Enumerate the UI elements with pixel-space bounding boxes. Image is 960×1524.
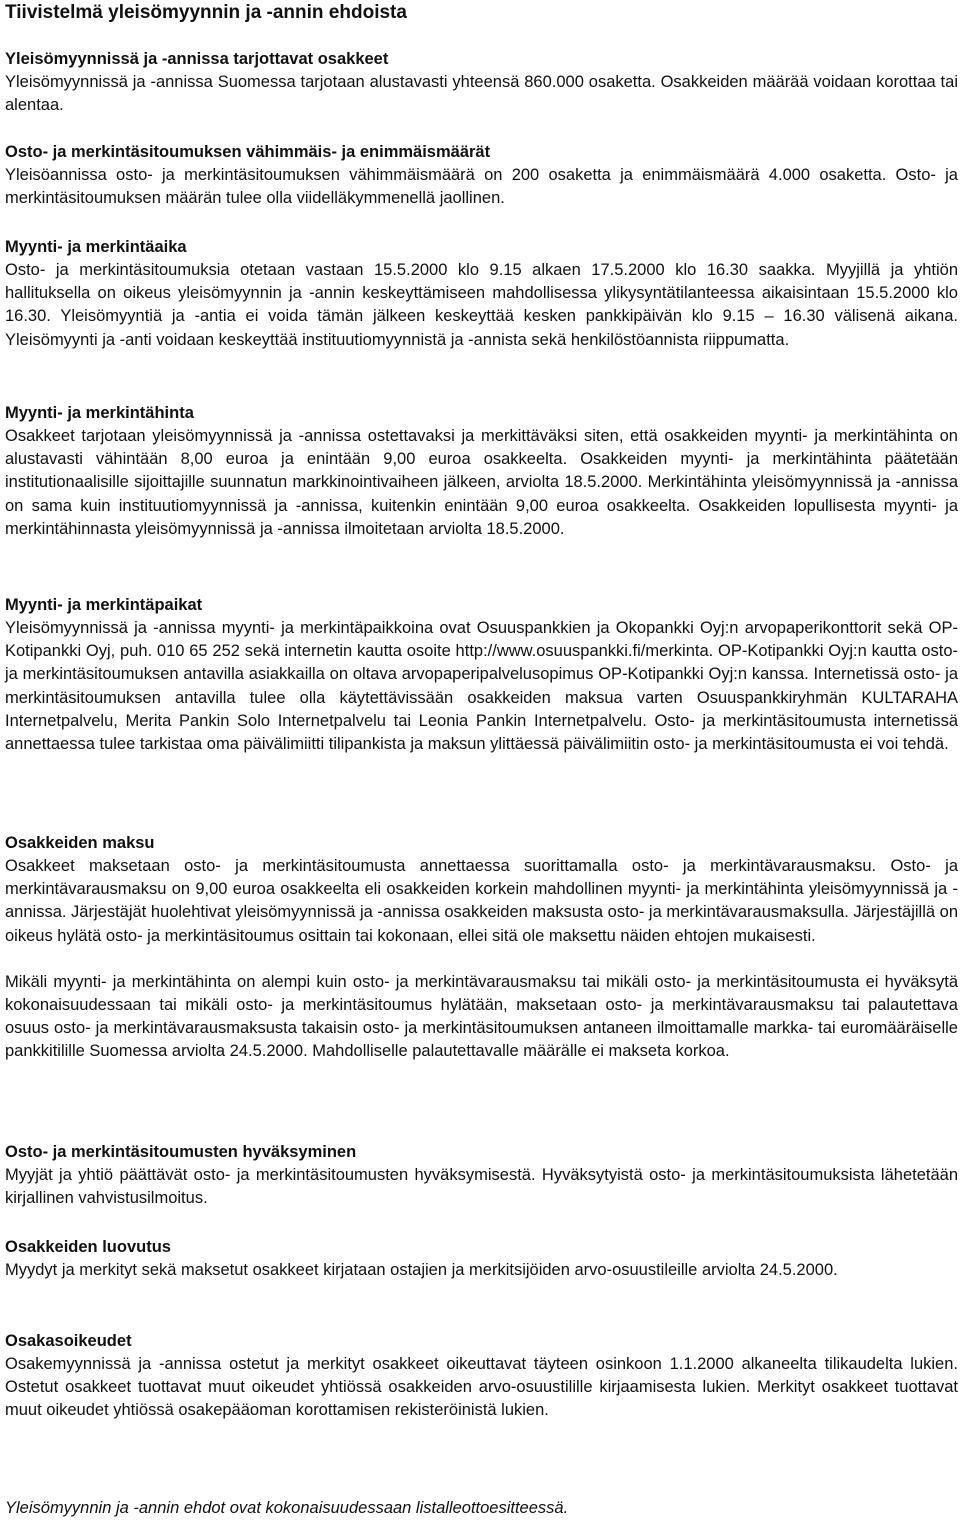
section-subscription-price xyxy=(5,402,958,541)
section-heading: Myynti- ja merkintäaika xyxy=(5,238,187,256)
section-heading: Myynti- ja merkintähinta xyxy=(5,404,194,422)
section-paragraph: Yleisömyynnissä ja -annissa Suomessa tarjotaan alustavasti yhteensä 860.000 osaketta. Osakkeiden määrää voidaan korottaa tai alentaa. xyxy=(5,73,958,115)
section-paragraph: Myyjät ja yhtiö päättävät osto- ja merkintäsitoumusten hyväksymisestä. Hyväksytyistä osto- ja merkintäsitoumuksista lähetetään kirjallinen vahvistusilmoitus. xyxy=(5,1166,958,1208)
section-paragraph: Osakemyynnissä ja -annissa ostetut ja merkityt osakkeet oikeuttavat täyteen osinkoon 1.1.2000 alkaneelta tilikaudelta lukien. Ostetut osakkeet tuottavat muut oikeudet yhtiössä osakkeiden arvo-osuustilille kirjaamisesta lukien. Merkityt osakkeet tuottavat muut oikeudet yhtiössä osakepääoman korottamisen rekisteröinistä lukien. xyxy=(5,1355,958,1420)
section-acceptance xyxy=(5,1141,958,1210)
section-heading: Osto- ja merkintäsitoumusten hyväksyminen xyxy=(5,1143,357,1161)
section-heading: Osakasoikeudet xyxy=(5,1332,132,1350)
section-heading: Yleisömyynnissä ja -annissa tarjottavat osakkeet xyxy=(5,50,389,68)
section-paragraph: Osakkeet tarjotaan yleisömyynnissä ja -annissa ostettavaksi ja merkittäväksi siten, että osakkeiden myynti- ja merkintähinta on alustavasti vähintään 8,00 euroa ja enintään 9,00 euroa osakkeelta. Osakkeiden myynti- ja merkintähinta päätetään institutionaalisille sijoittajille suunnatun markkinointivaiheen jälkeen, arviolta 18.5.2000. Merkintähinta yleisömyynnissä ja -annissa on sama kuin instituutiomyynnissä ja -annissa, kuitenkin enintään 9,00 euroa osakkeelta. Osakkeiden lopullisesta myynti- ja merkintähinnasta yleisömyynnissä ja -annissa ilmoitetaan arviolta 18.5.2000. xyxy=(5,427,958,538)
section-payment xyxy=(5,832,958,1064)
footer-note: Yleisömyynnin ja -annin ehdot ovat kokonaisuudessaan listalleottoesitteessä. xyxy=(5,1499,569,1517)
section-heading: Myynti- ja merkintäpaikat xyxy=(5,596,203,614)
section-subscription-period xyxy=(5,236,958,352)
section-heading: Osto- ja merkintäsitoumuksen vähimmäis- ja enimmäismäärät xyxy=(5,143,491,161)
section-paragraph: Yleisöannissa osto- ja merkintäsitoumuksen vähimmäismäärä on 200 osaketta ja enimmäismäärä 4.000 osaketta. Osto- ja merkintäsitoumuksen määrän tulee olla viidelläkymmenellä jaollinen. xyxy=(5,166,958,208)
section-subscription-places xyxy=(5,594,958,756)
section-shareholder-rights xyxy=(5,1330,958,1423)
section-transfer-of-shares xyxy=(5,1236,958,1282)
document-title: Tiivistelmä yleisömyynnin ja -annin ehdoista xyxy=(5,2,407,23)
section-paragraph: Mikäli myynti- ja merkintähinta on alempi kuin osto- ja merkintävarausmaksu tai mikäli osto- ja merkintäsitoumusta ei hyväksytä kokonaisuudessaan tai mikäli osto- ja merkintäsitoumus hylätään, maksetaan osto- ja merkintävarausmaksu tai palautettava osuus osto- ja merkintävarausmaksusta takaisin osto- ja merkintäsitoumuksen antaneen ilmoittamalle markka- tai euromääräiselle pankkitilille Suomessa arviolta 24.5.2000. Mahdolliselle palautettavalle määrälle ei makseta korkoa. xyxy=(5,972,958,1061)
section-paragraph: Osto- ja merkintäsitoumuksia otetaan vastaan 15.5.2000 klo 9.15 alkaen 17.5.2000 klo 16.30 saakka. Myyjillä ja yhtiön hallituksella on oikeus yleisömyynnin ja -annin keskeyttämiseen mahdollisessa ylikysyntätilanteessa aikaisintaan 15.5.2000 klo 16.30. Yleisömyyntiä ja -antia ei voida tämän jälkeen keskeyttää kesken pankkipäivän klo 9.15 – 16.30 välisenä aikana. Yleisömyynti ja -anti voidaan keskeyttää instituutiomyynnistä ja -annista sekä henkilöstöannista riippumatta. xyxy=(5,261,958,349)
section-paragraph: Myydyt ja merkityt sekä maksetut osakkeet kirjataan ostajien ja merkitsijöiden arvo-osuustileille arviolta 24.5.2000. xyxy=(5,1261,838,1279)
section-min-max-amounts xyxy=(5,141,958,210)
section-offered-shares xyxy=(5,48,958,117)
section-heading: Osakkeiden luovutus xyxy=(5,1238,171,1256)
section-paragraph: Osakkeet maksetaan osto- ja merkintäsitoumusta annettaessa suorittamalla osto- ja merkintävarausmaksu. Osto- ja merkintävarausmaksu on 9,00 euroa osakkeelta eli osakkeiden korkein mahdollinen myynti- ja merkintähinta yleisömyynnissä ja -annissa. Järjestäjät huolehtivat yleisömyynnissä ja -annissa osakkeiden maksusta osto- ja merkintävarausmaksulla. Järjestäjillä on oikeus hylätä osto- ja merkintäsitoumus osittain tai kokonaan, ellei sitä ole maksettu näiden ehtojen mukaisesti. xyxy=(5,857,958,945)
section-paragraph: Yleisömyynnissä ja -annissa myynti- ja merkintäpaikkoina ovat Osuuspankkien ja Okopankki Oyj:n arvopaperikonttorit sekä OP-Kotipankki Oyj, puh. 010 65 252 sekä internetin kautta osoite http://www.osuuspankki.fi/merkinta. OP-Kotipankki Oyj:n kautta osto- ja merkintäsitoumuksen antavilla asiakkailla on oltava arvopaperipalvelusopimus OP-Kotipankki Oyj:n kanssa. Internetissä osto- ja merkintäsitoumuksen antavilla tulee olla käytettävissään osakkeiden maksua varten Osuuspankkiryhmän KULTARAHA Internetpalvelu, Merita Pankin Solo Internetpalvelu tai Leonia Pankin Internetpalvelu. Osto- ja merkintäsitoumusta internetissä annettaessa tulee tarkistaa oma päivälimiitti tilipankista ja maksun ylittäessä päivälimiitin osto- ja merkintäsitoumusta ei voi tehdä. xyxy=(5,619,958,754)
section-heading: Osakkeiden maksu xyxy=(5,834,155,852)
